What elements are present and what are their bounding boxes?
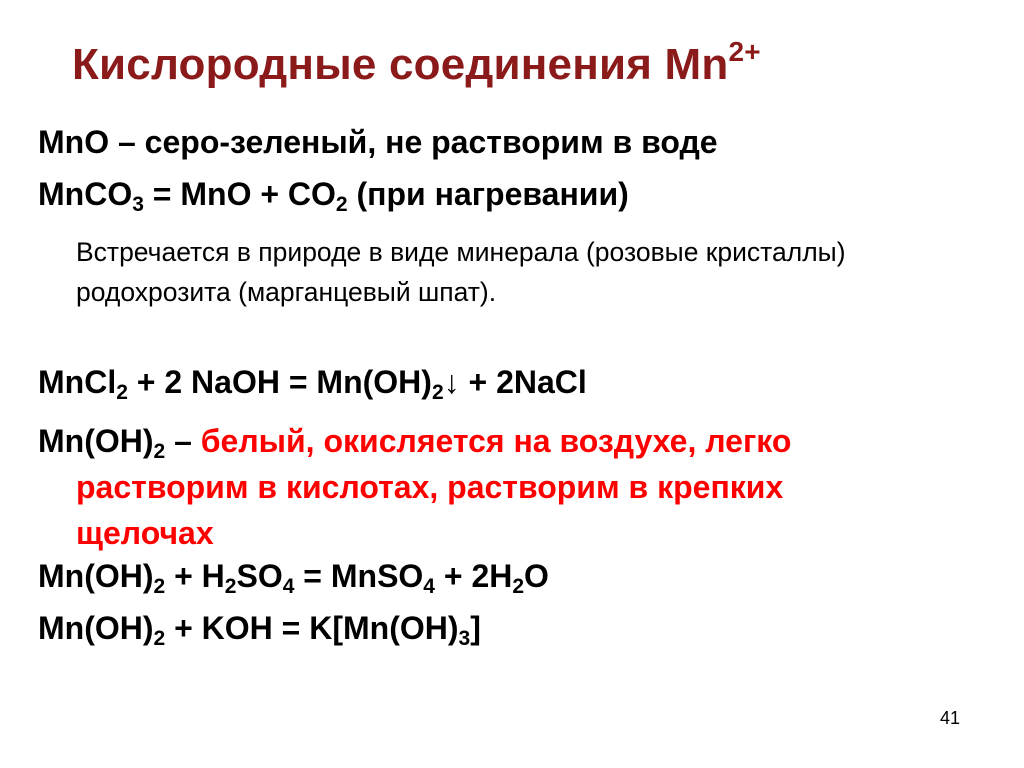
subscript: 2	[153, 627, 166, 650]
slide-title	[72, 36, 761, 90]
text-part: + H	[165, 558, 225, 594]
text-part: Mn(OH)	[38, 610, 154, 646]
text-part: (при нагревании)	[347, 176, 629, 212]
text-part: MnCl	[38, 364, 117, 400]
line-mnoh2-h2so4	[38, 558, 549, 598]
text-part: = MnO + CO	[143, 176, 336, 212]
text-part: + 2 NaOH = Mn(OH)	[127, 364, 432, 400]
line-mnco3	[38, 176, 629, 216]
mineral-note: Встречается в природе в виде минерала (розовые кристаллы) родохрозита (марганцевый шпат).	[76, 237, 846, 307]
line-mncl2	[38, 364, 587, 404]
subscript: 2	[335, 193, 348, 216]
properties-line-1	[38, 418, 998, 464]
page-number: 41	[939, 708, 960, 728]
text-part: MnCO	[38, 176, 133, 212]
line-mno	[38, 124, 718, 161]
line-mnoh2-koh	[38, 610, 481, 650]
subscript: 2	[431, 381, 444, 404]
properties-line-3: щелочах	[76, 515, 214, 551]
text-part: –	[165, 423, 201, 459]
subscript: 2	[224, 575, 237, 598]
subscript: 3	[132, 193, 144, 216]
text-part: Mn(OH)	[38, 423, 154, 459]
text-part: ↓ + 2NaCl	[443, 364, 587, 400]
subscript: 4	[282, 575, 295, 598]
subscript: 2	[116, 381, 128, 404]
text-part: + KOH = K[Mn(OH)	[165, 610, 459, 646]
title-text: Кислородные соединения Mn	[72, 40, 729, 89]
text-part: O	[524, 558, 549, 594]
text-part: + 2H	[434, 558, 513, 594]
text-part: SO	[236, 558, 283, 594]
subscript: 2	[153, 440, 166, 463]
title-superscript: 2+	[728, 36, 761, 67]
subscript: 2	[512, 575, 525, 598]
line-mno-text: MnO – серо-зеленый, не растворим в воде	[38, 124, 718, 160]
highlight-text: белый, окисляется на воздухе, легко	[200, 423, 792, 459]
subscript: 3	[458, 627, 471, 650]
text-part: = MnSO	[294, 558, 424, 594]
properties-line-2: растворим в кислотах, растворим в крепких	[76, 469, 784, 505]
line-mnoh2-properties	[38, 418, 998, 556]
subscript: 4	[423, 575, 435, 598]
subscript: 2	[153, 575, 166, 598]
text-part: Mn(OH)	[38, 558, 154, 594]
text-part: ]	[470, 610, 481, 646]
